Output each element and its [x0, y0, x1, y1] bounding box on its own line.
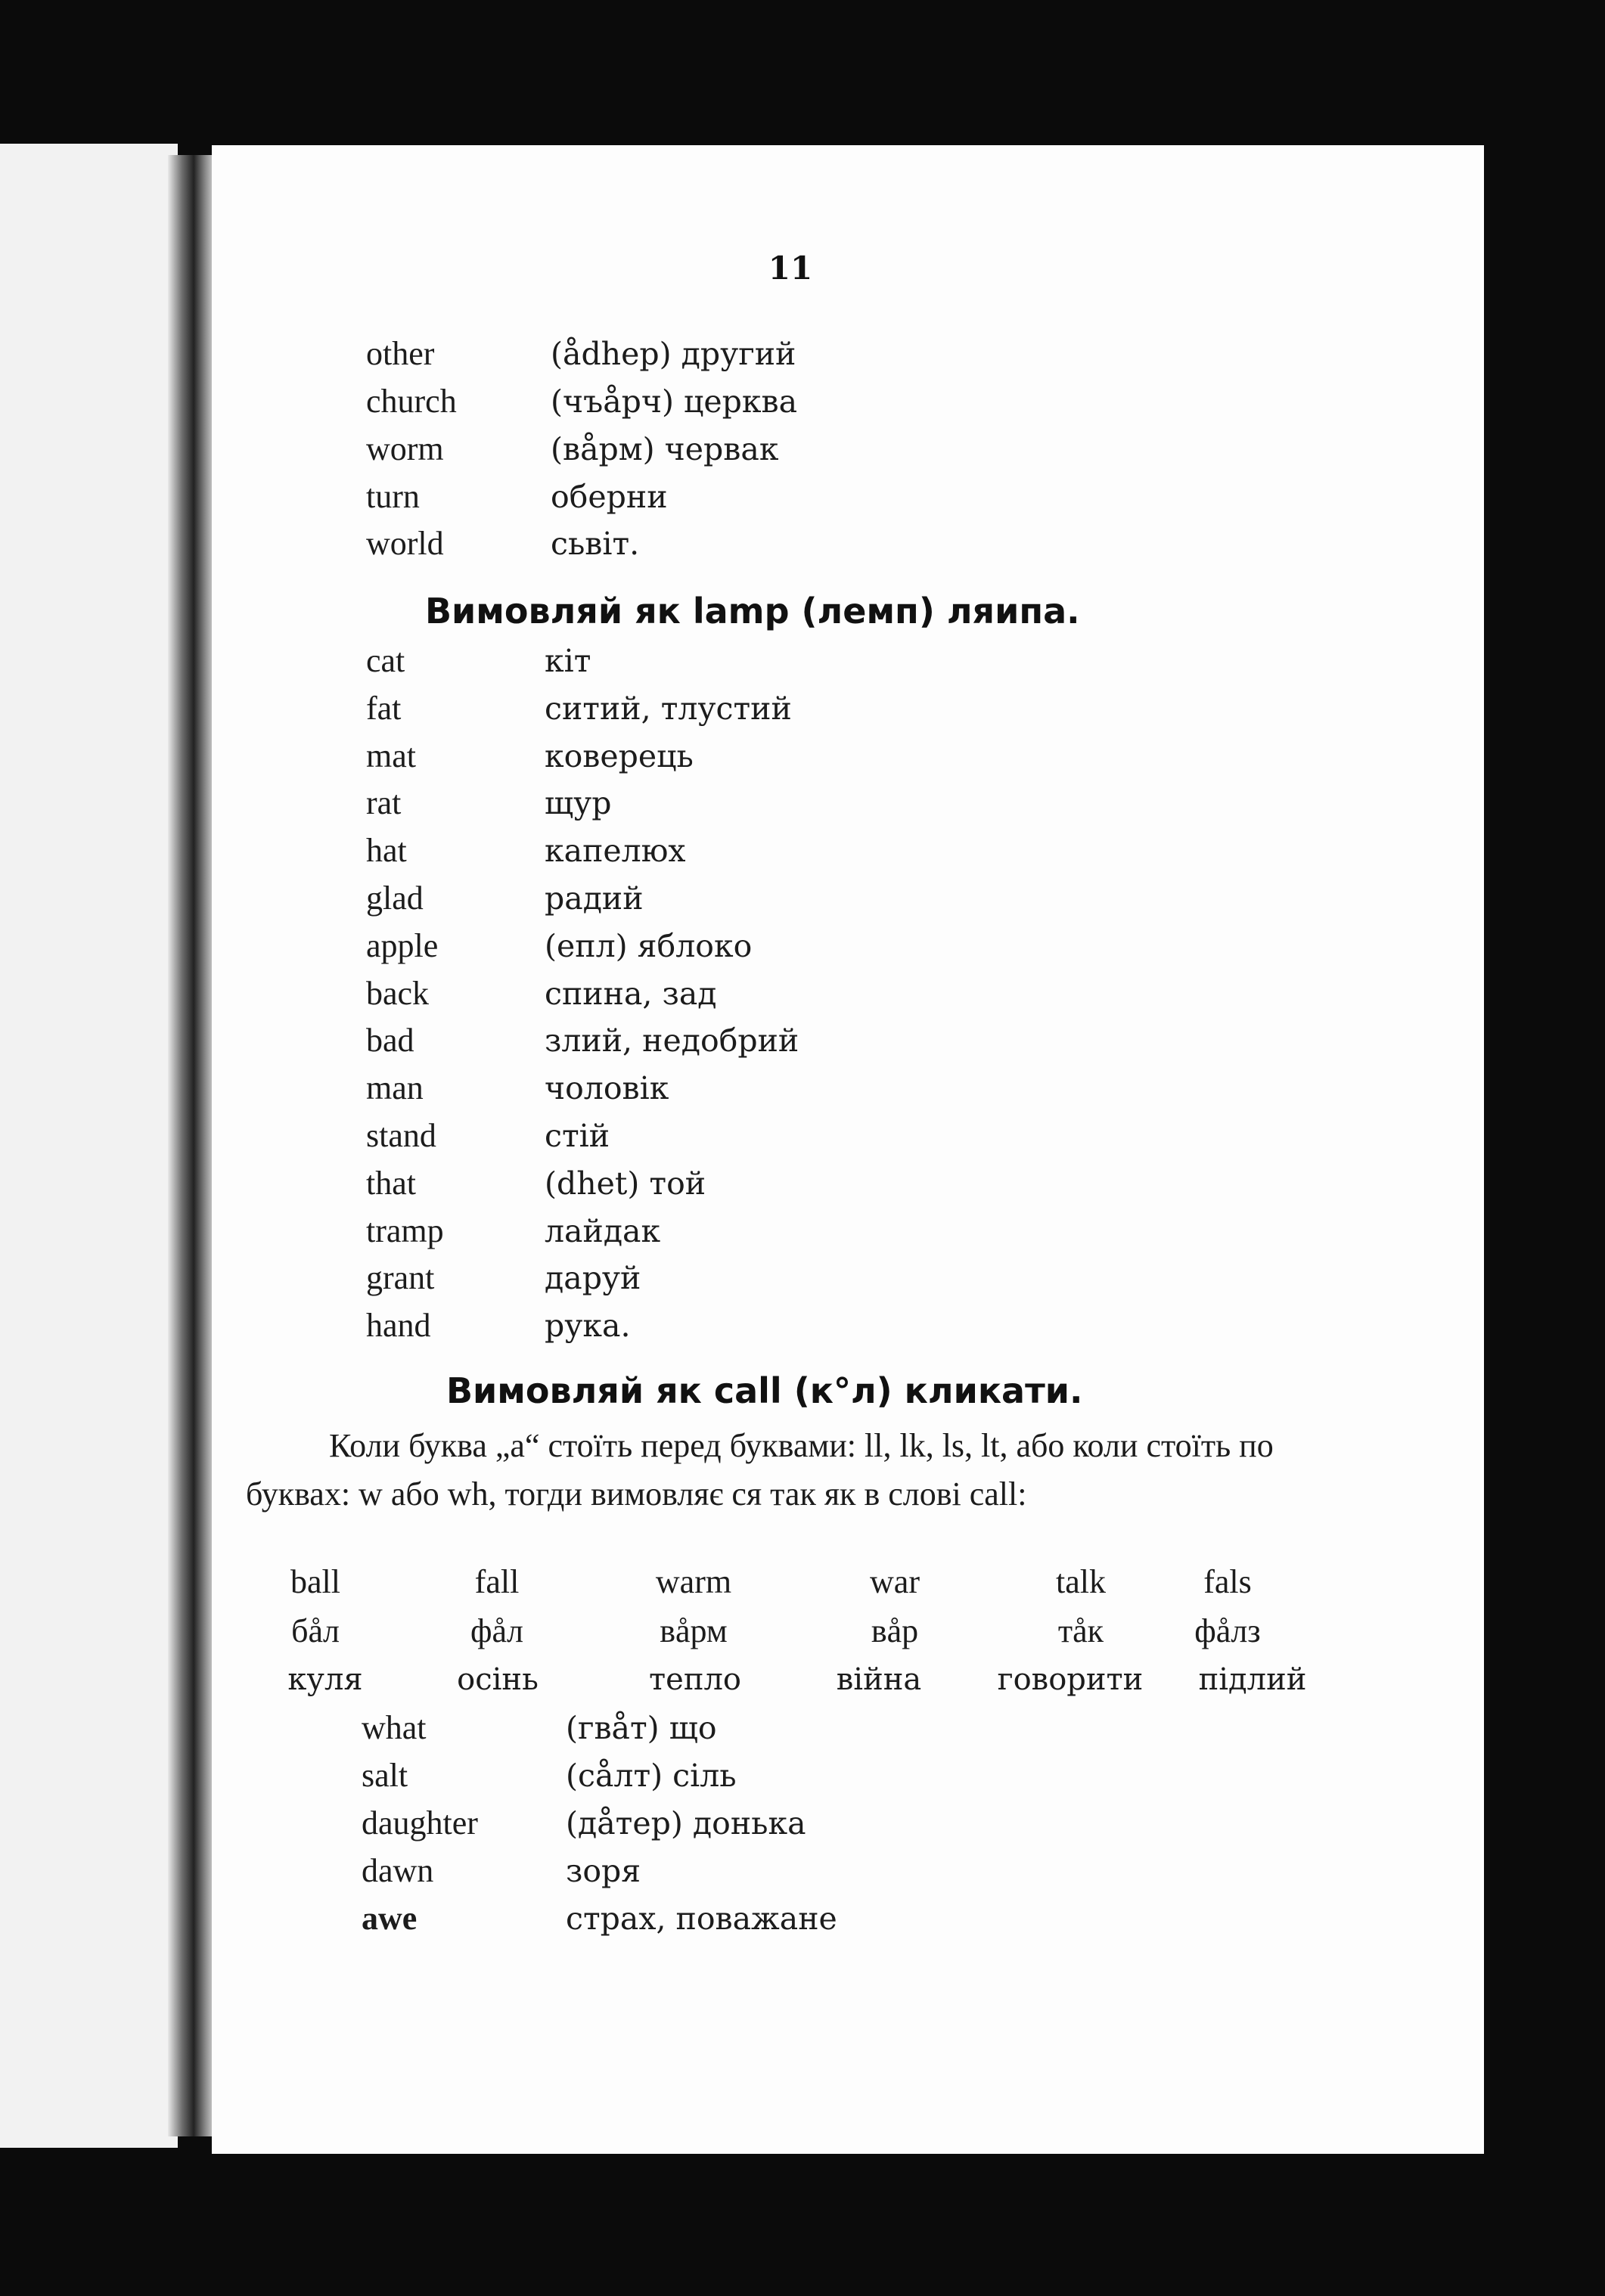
list-item-translation: [566, 1854, 641, 1888]
english-word: mat: [366, 737, 416, 774]
grid-english-word: warm: [655, 1563, 732, 1600]
list-item-translation: [551, 337, 796, 371]
english-word: dawn: [362, 1852, 434, 1889]
list-item-translation: [545, 644, 591, 678]
list-item: [366, 977, 429, 1010]
translation: страх, поважане: [566, 1900, 837, 1937]
list-item-translation: [566, 1807, 806, 1840]
grid-pronunciation: тåк: [1057, 1612, 1104, 1649]
translation: рука.: [545, 1308, 631, 1344]
list-item: [366, 784, 402, 821]
translation: зоря: [566, 1853, 641, 1889]
list-item-translation: [545, 692, 792, 725]
list-item-translation: [545, 787, 612, 820]
translation: (дåтер) донька: [566, 1805, 806, 1841]
translation: (вåрм) червак: [551, 431, 779, 467]
list-item: [366, 1119, 436, 1153]
english-word: daughter: [362, 1804, 478, 1841]
list-item: [366, 1167, 416, 1200]
list-item-translation: [545, 834, 686, 867]
grid-english-word: war: [870, 1563, 920, 1600]
english-word: worm: [366, 430, 444, 467]
grid-translation: тепло: [649, 1662, 741, 1697]
english-word: fat: [366, 690, 402, 727]
grid-translation: осінь: [457, 1662, 539, 1697]
translation: лайдак: [545, 1213, 661, 1249]
translation: сьвіт.: [551, 526, 640, 562]
list-item-translation: [545, 1309, 630, 1342]
list-item: [366, 692, 401, 725]
list-item-translation: [566, 1902, 837, 1935]
grid-translation: говорити: [997, 1662, 1144, 1697]
list-item-translation: [566, 1759, 737, 1792]
list-item: [366, 480, 420, 513]
paragraph: Коли буква „а“ стоїть перед буквами: ll, lk, ls, lt, або коли стоїть по буквах: w або wh, тогди вимовляє ся так як в слові call:: [246, 1427, 1274, 1513]
english-word: grant: [366, 1259, 435, 1296]
translation: спина, зад: [545, 976, 717, 1012]
english-word: man: [366, 1069, 424, 1106]
list-item-translation: [545, 1072, 669, 1105]
left-page-edge: [0, 144, 178, 2148]
list-item: [366, 527, 444, 560]
translation: коверець: [545, 738, 694, 774]
translation: радий: [545, 880, 644, 917]
list-item: [366, 430, 444, 467]
list-item-translation: [545, 1261, 641, 1295]
list-item: [362, 1902, 417, 1935]
translation: оберни: [551, 479, 668, 515]
english-word: bad: [366, 1022, 414, 1059]
list-item-translation: [551, 480, 668, 513]
grid-pronunciation: бåл: [291, 1612, 340, 1649]
list-item-translation: [545, 977, 717, 1010]
list-item: [366, 337, 434, 371]
list-item: [366, 1024, 414, 1057]
list-item: [366, 882, 424, 915]
english-word: tramp: [366, 1212, 444, 1249]
grid-english-word: ball: [290, 1563, 340, 1600]
list-item-translation: [551, 433, 778, 466]
english-word: what: [362, 1709, 427, 1746]
english-word: church: [366, 383, 457, 420]
grid-english-word: talk: [1056, 1563, 1106, 1600]
english-word: other: [366, 335, 435, 372]
list-item-translation: [545, 1167, 706, 1200]
list-item: [366, 737, 416, 774]
grid-translation: куля: [287, 1662, 363, 1697]
list-item-translation: [545, 740, 694, 773]
list-item-translation: [566, 1711, 717, 1745]
translation: капелюх: [545, 833, 686, 869]
translation: кіт: [545, 643, 591, 679]
grid-pronunciation: вåр: [871, 1612, 919, 1649]
english-word: cat: [366, 642, 405, 679]
translation: (гвåт) що: [566, 1710, 717, 1746]
book-gutter: [168, 155, 215, 2136]
english-word: turn: [366, 478, 420, 515]
translation: (чъåрч) церква: [551, 383, 798, 420]
list-item: [366, 1212, 444, 1249]
translation: ситий, тлустий: [545, 690, 792, 727]
section-heading: Вимовляй як call (к°л) кликати.: [446, 1370, 1083, 1411]
list-item: [366, 1261, 434, 1295]
translation: (dhet) той: [545, 1165, 706, 1202]
list-item-translation: [551, 385, 797, 418]
list-item: [366, 644, 405, 678]
list-item-translation: [545, 882, 644, 915]
english-word: awe: [362, 1900, 418, 1937]
translation: (епл) яблоко: [545, 928, 753, 964]
translation: (ådhep) другий: [551, 336, 796, 372]
grid-translation: війна: [836, 1662, 922, 1697]
translation: злий, недобрий: [545, 1022, 799, 1059]
grid-english-word: fals: [1203, 1563, 1252, 1600]
list-item: [366, 1069, 424, 1106]
translation: чоловік: [545, 1070, 669, 1106]
english-word: rat: [366, 784, 402, 821]
list-item: [362, 1759, 408, 1792]
list-item-translation: [545, 929, 752, 963]
english-word: glad: [366, 880, 424, 917]
translation: (сåлт) сіль: [566, 1758, 737, 1794]
page-number: 11: [768, 250, 813, 287]
grid-pronunciation: вåрм: [660, 1612, 728, 1649]
translation: щур: [545, 785, 612, 821]
english-word: hat: [366, 832, 407, 869]
grid-english-word: fall: [474, 1563, 520, 1600]
list-item-translation: [551, 527, 639, 560]
list-item: [366, 385, 457, 418]
grid-pronunciation: фåл: [470, 1612, 523, 1649]
english-word: world: [366, 525, 444, 562]
english-word: stand: [366, 1117, 436, 1154]
list-item: [366, 1309, 431, 1342]
list-item: [366, 834, 407, 867]
list-item-translation: [545, 1119, 610, 1153]
english-word: hand: [366, 1307, 431, 1344]
english-word: back: [366, 975, 430, 1012]
english-word: that: [366, 1165, 416, 1202]
list-item-translation: [545, 1215, 660, 1248]
list-item-translation: [545, 1024, 799, 1057]
list-item: [362, 1711, 427, 1745]
english-word: salt: [362, 1757, 408, 1794]
translation: даруй: [545, 1260, 641, 1296]
english-word: apple: [366, 927, 439, 964]
list-item: [366, 929, 438, 963]
section-heading: Вимовляй як lamp (лемп) ляипа.: [425, 591, 1080, 631]
translation: стій: [545, 1118, 610, 1154]
grid-translation: підлий: [1198, 1662, 1307, 1697]
list-item: [362, 1854, 433, 1888]
grid-pronunciation: фåлз: [1194, 1612, 1261, 1649]
list-item: [362, 1804, 478, 1841]
